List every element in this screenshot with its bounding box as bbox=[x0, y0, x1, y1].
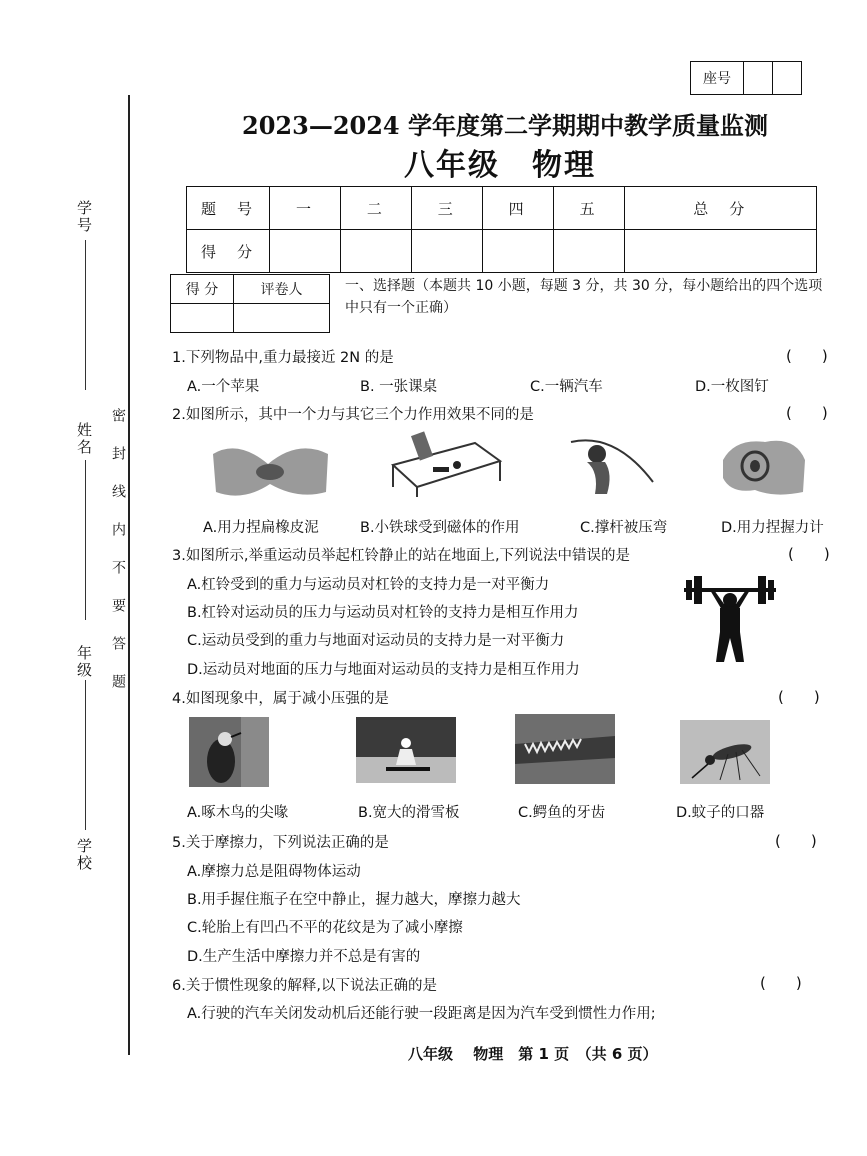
score-cell[interactable] bbox=[270, 230, 341, 273]
student-id-blank bbox=[85, 240, 86, 390]
page-footer: 八年级 物理 第 1 页 （共 6 页） bbox=[408, 1045, 658, 1063]
name-blank bbox=[85, 460, 86, 620]
question-stem: 5.关于摩擦力，下列说法正确的是 bbox=[172, 835, 389, 851]
option: B. 一张课桌 bbox=[360, 379, 438, 395]
seat-cell-1[interactable] bbox=[744, 62, 773, 94]
option: B.宽大的滑雪板 bbox=[358, 805, 460, 821]
option: A.行驶的汽车关闭发动机后还能行驶一段距离是因为汽车受到惯性力作用; bbox=[187, 1006, 656, 1022]
option: A.啄木鸟的尖喙 bbox=[187, 805, 289, 821]
seal-line-text: 密封线内不要答题 bbox=[110, 408, 126, 712]
option: D.蚊子的口器 bbox=[676, 805, 765, 821]
option: A.摩擦力总是阻碍物体运动 bbox=[187, 864, 361, 880]
name-label: 姓名 bbox=[75, 422, 93, 456]
option: D.运动员对地面的压力与地面对运动员的支持力是相互作用力 bbox=[187, 662, 580, 678]
grip-meter-image bbox=[715, 430, 810, 500]
score-cell[interactable] bbox=[553, 230, 624, 273]
answer-paren[interactable]: ( ) bbox=[786, 404, 828, 422]
option: B.用手握住瓶子在空中静止，握力越大，摩擦力越大 bbox=[187, 892, 521, 908]
option: C.运动员受到的重力与地面对运动员的支持力是一对平衡力 bbox=[187, 633, 565, 649]
weightlifter-image bbox=[680, 572, 780, 664]
option: D.生产生活中摩擦力并不总是有害的 bbox=[187, 949, 421, 965]
option: C.鳄鱼的牙齿 bbox=[518, 805, 606, 821]
question-stem: 3.如图所示,举重运动员举起杠铃静止的站在地面上,下列说法中错误的是 bbox=[172, 548, 631, 564]
answer-paren[interactable]: ( ) bbox=[760, 974, 802, 992]
grader-name-label: 评卷人 bbox=[234, 275, 330, 304]
option: B.杠铃对运动员的压力与运动员对杠铃的支持力是相互作用力 bbox=[187, 605, 579, 621]
option: A.杠铃受到的重力与运动员对杠铃的支持力是一对平衡力 bbox=[187, 577, 550, 593]
grader-table bbox=[170, 274, 330, 333]
score-header-cell: 总 分 bbox=[624, 187, 816, 230]
section-instructions: 一、选择题（本题共 10 小题，每题 3 分，共 30 分，每小题给出的四个选项中只有一个正确） bbox=[345, 278, 823, 316]
grader-name-cell[interactable] bbox=[234, 304, 330, 333]
option: C.一辆汽车 bbox=[530, 379, 603, 395]
score-cell[interactable] bbox=[411, 230, 482, 273]
score-cell[interactable] bbox=[624, 230, 816, 273]
mosquito-image bbox=[680, 720, 770, 784]
clay-squeeze-image bbox=[208, 434, 333, 504]
school-label: 学校 bbox=[75, 838, 93, 872]
score-cell[interactable] bbox=[340, 230, 411, 273]
answer-paren[interactable]: ( ) bbox=[786, 347, 828, 365]
grade-label: 年级 bbox=[75, 645, 93, 679]
answer-paren[interactable]: ( ) bbox=[775, 832, 817, 850]
student-id-label: 学号 bbox=[75, 200, 93, 234]
score-row-label: 得 分 bbox=[187, 230, 270, 273]
exam-title: 2023—2024 学年度第二学期期中教学质量监测 bbox=[242, 111, 768, 140]
question-stem: 6.关于惯性现象的解释,以下说法正确的是 bbox=[172, 978, 437, 994]
option: D.用力捏握力计 bbox=[721, 520, 824, 536]
score-header-cell: 一 bbox=[270, 187, 341, 230]
option: D.一枚图钉 bbox=[695, 379, 769, 395]
grader-score-label: 得 分 bbox=[171, 275, 234, 304]
exam-subtitle: 八年级 物理 bbox=[404, 148, 596, 183]
score-header-cell: 五 bbox=[553, 187, 624, 230]
snowboard-image bbox=[356, 717, 456, 783]
score-header-cell: 三 bbox=[411, 187, 482, 230]
grader-score-cell[interactable] bbox=[171, 304, 234, 333]
seat-cell-2[interactable] bbox=[773, 62, 801, 94]
option: A.用力捏扁橡皮泥 bbox=[203, 520, 319, 536]
question-stem: 1.下列物品中,重力最接近 2N 的是 bbox=[172, 350, 394, 366]
option: C.撑杆被压弯 bbox=[580, 520, 668, 536]
crocodile-teeth-image bbox=[515, 714, 615, 784]
answer-paren[interactable]: ( ) bbox=[778, 688, 820, 706]
option: C.轮胎上有凹凸不平的花纹是为了减小摩擦 bbox=[187, 920, 463, 936]
score-header-cell: 四 bbox=[482, 187, 553, 230]
question-stem: 2.如图所示，其中一个力与其它三个力作用效果不同的是 bbox=[172, 407, 534, 423]
option: A.一个苹果 bbox=[187, 379, 260, 395]
pole-vault-image bbox=[565, 432, 665, 504]
binding-line bbox=[128, 95, 130, 1055]
option: B.小铁球受到磁体的作用 bbox=[360, 520, 520, 536]
woodpecker-image bbox=[189, 717, 269, 787]
magnet-ball-image bbox=[385, 425, 505, 500]
grade-blank bbox=[85, 680, 86, 830]
answer-paren[interactable]: ( ) bbox=[788, 545, 830, 563]
score-table bbox=[186, 186, 817, 273]
seat-number-box bbox=[690, 61, 802, 95]
score-cell[interactable] bbox=[482, 230, 553, 273]
question-stem: 4.如图现象中，属于减小压强的是 bbox=[172, 691, 389, 707]
score-header-cell: 题 号 bbox=[187, 187, 270, 230]
score-header-cell: 二 bbox=[340, 187, 411, 230]
seat-label: 座号 bbox=[691, 62, 744, 94]
